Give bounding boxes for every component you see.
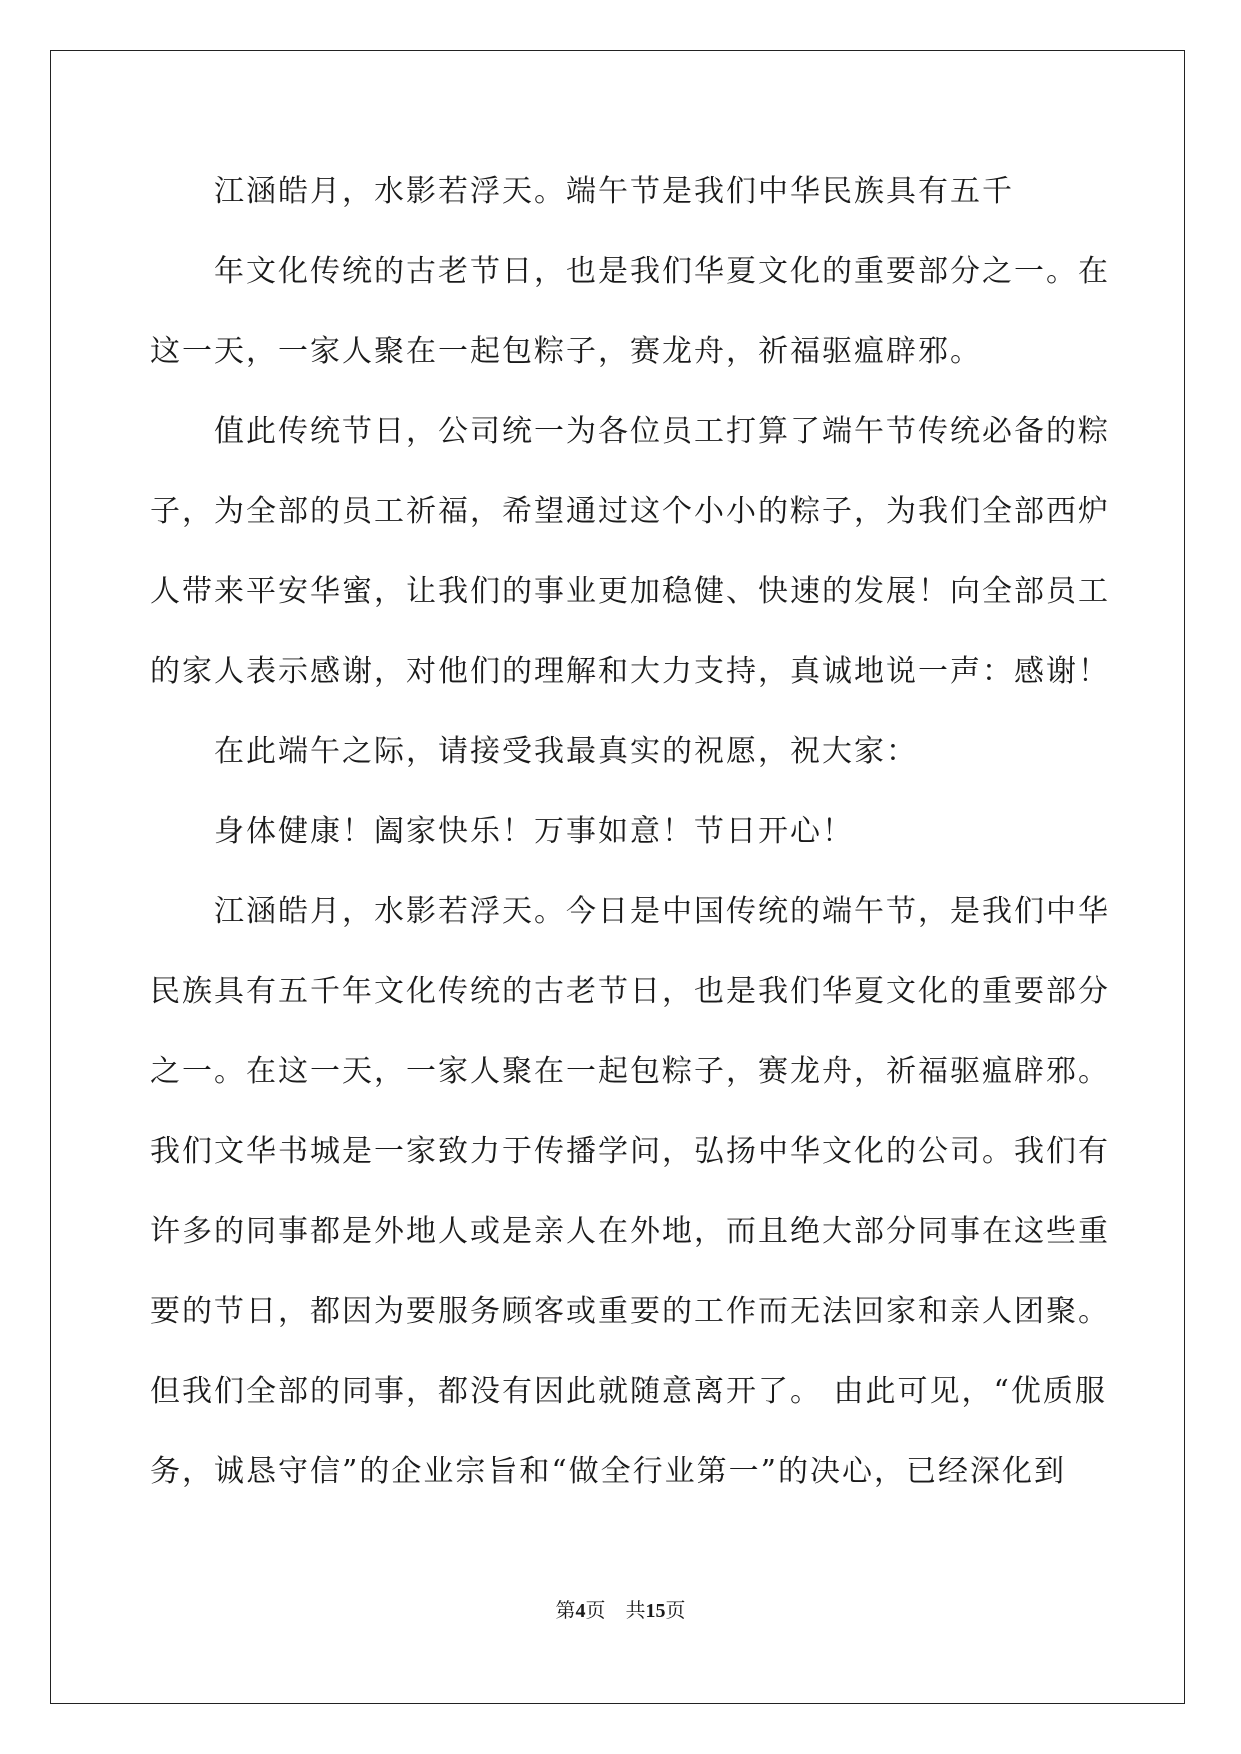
page-footer [0,1598,1241,1623]
total-page-number: 15 [645,1600,666,1622]
text-line: 之一。在这一天，一家人聚在一起包粽子，赛龙舟，祈福驱瘟辟邪。 [150,1054,1110,1089]
text-line: 民族具有五千年文化传统的古老节日，也是我们华夏文化的重要部分 [150,974,1110,1009]
text-line: 我们文华书城是一家致力于传播学问，弘扬中华文化的公司。我们有 [150,1134,1110,1169]
text-line: 在此端午之际，请接受我最真实的祝愿，祝大家： [214,734,918,769]
text-line: 江涵皓月，水影若浮天。今日是中国传统的端午节，是我们中华 [214,894,1110,929]
text-line: 年文化传统的古老节日，也是我们华夏文化的重要部分之一。在 [214,254,1110,289]
text-line: 江涵皓月，水影若浮天。端午节是我们中华民族具有五千 [214,174,1014,209]
footer-prefix: 第 [555,1598,576,1622]
text-line: 值此传统节日，公司统一为各位员工打算了端午节传统必备的粽 [214,414,1110,449]
footer-suffix: 页 [665,1598,686,1622]
current-page-number: 4 [575,1600,586,1622]
text-line: 许多的同事都是外地人或是亲人在外地，而且绝大部分同事在这些重 [150,1214,1110,1249]
text-line: 但我们全部的同事，都没有因此就随意离开了。 由此可见，“优质服 [150,1374,1107,1409]
text-line: 子，为全部的员工祈福，希望通过这个小小的粽子，为我们全部西炉 [150,494,1110,529]
text-line: 这一天，一家人聚在一起包粽子，赛龙舟，祈福驱瘟辟邪。 [150,334,982,369]
text-line: 身体健康！阖家快乐！万事如意！节日开心！ [214,814,854,849]
text-line: 的家人表示感谢，对他们的理解和大力支持，真诚地说一声：感谢！ [150,654,1110,689]
text-line: 务，诚恳守信”的企业宗旨和“做全行业第一”的决心，已经深化到 [150,1454,1067,1489]
footer-mid: 页 共 [585,1598,646,1622]
text-line: 要的节日，都因为要服务顾客或重要的工作而无法回家和亲人团聚。 [150,1294,1110,1329]
text-line: 人带来平安华蜜，让我们的事业更加稳健、快速的发展！向全部员工 [150,574,1110,609]
